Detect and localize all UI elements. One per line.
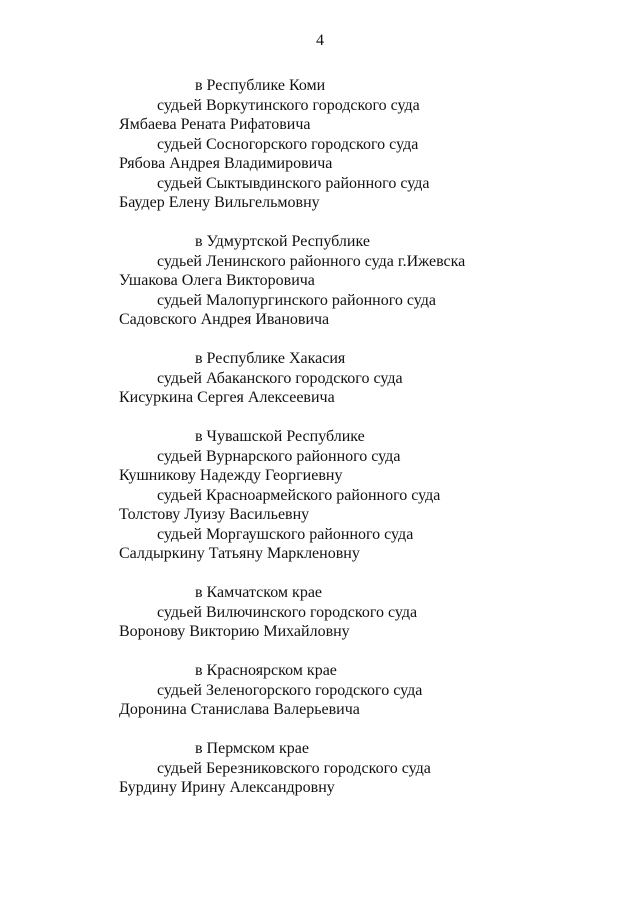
person-name: Толстову Луизу Васильевну xyxy=(119,506,310,523)
region-section-khakassia xyxy=(119,349,619,408)
region-heading: в Красноярском крае xyxy=(195,662,337,679)
person-name: Ямбаева Рената Рифатовича xyxy=(119,116,311,133)
region-section-komi xyxy=(119,76,619,213)
region-heading: в Республике Коми xyxy=(195,77,326,94)
court-line: судьей Абаканского городского суда xyxy=(157,369,403,387)
person-name: Садовского Андрея Ивановича xyxy=(119,311,330,328)
court-line: судьей Моргаушского районного суда xyxy=(157,525,414,543)
region-heading: в Удмуртской Республике xyxy=(195,233,370,250)
region-section-kamchatka xyxy=(119,583,619,642)
appointments-list xyxy=(119,76,619,817)
region-heading: в Камчатском крае xyxy=(195,584,323,601)
person-name: Ушакова Олега Викторовича xyxy=(119,272,315,289)
person-name: Кушникову Надежду Георгиевну xyxy=(119,467,343,484)
region-heading: в Чувашской Республике xyxy=(195,428,365,445)
court-line: судьей Красноармейского районного суда xyxy=(157,486,441,504)
court-line: судьей Сосногорского городского суда xyxy=(157,135,419,153)
person-name: Кисуркина Сергея Алексеевича xyxy=(119,389,335,406)
court-line: судьей Вилючинского городского суда xyxy=(157,603,418,621)
court-line: судьей Сыктывдинского районного суда xyxy=(157,174,430,192)
page-number: 4 xyxy=(316,32,324,49)
court-line: судьей Вурнарского районного суда xyxy=(157,447,401,465)
region-heading: в Пермском крае xyxy=(195,740,309,757)
person-name: Воронову Викторию Михайловну xyxy=(119,623,350,640)
court-line: судьей Ленинского районного суда г.Ижевска xyxy=(157,252,466,270)
person-name: Баудер Елену Вильгельмовну xyxy=(119,194,320,211)
region-section-krasnoyarsk xyxy=(119,661,619,720)
person-name: Рябова Андрея Владимировича xyxy=(119,155,333,172)
court-line: судьей Воркутинского городского суда xyxy=(157,96,420,114)
region-section-udmurtia xyxy=(119,232,619,330)
court-line: судьей Березниковского городского суда xyxy=(157,759,431,777)
region-heading: в Республике Хакасия xyxy=(195,350,346,367)
region-section-perm xyxy=(119,739,619,798)
person-name: Доронина Станислава Валерьевича xyxy=(119,701,360,718)
court-line: судьей Малопургинского районного суда xyxy=(157,291,436,309)
region-section-chuvashia xyxy=(119,427,619,564)
court-line: судьей Зеленогорского городского суда xyxy=(157,681,423,699)
person-name: Салдыркину Татьяну Маркленовну xyxy=(119,545,360,562)
person-name: Бурдину Ирину Александровну xyxy=(119,779,335,796)
